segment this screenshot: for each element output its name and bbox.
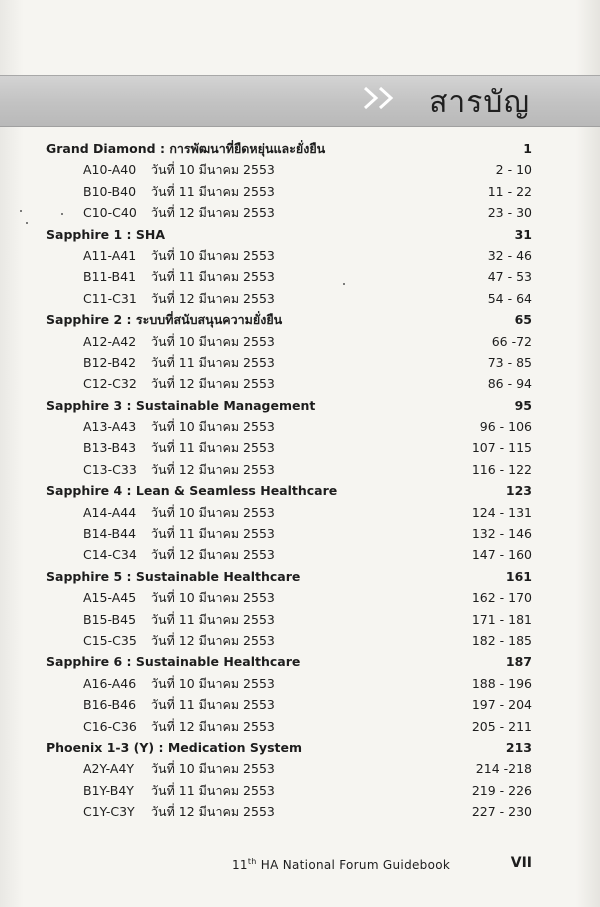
page-range: 73 - 85	[487, 354, 532, 370]
toc-entry-row	[46, 245, 538, 266]
section-title: Sapphire 2 : ระบบที่สนับสนุนความยั่งยืน	[46, 312, 283, 328]
session-code: A10-A40	[83, 162, 137, 178]
session-date: วันที่ 11 มีนาคม 2553	[151, 440, 275, 456]
session-code: A14-A44	[83, 504, 137, 520]
session-date: วันที่ 11 มีนาคม 2553	[151, 526, 275, 542]
session-date: วันที่ 12 มีนาคม 2553	[151, 461, 275, 477]
session-date: วันที่ 12 มีนาคม 2553	[151, 718, 275, 734]
session-code: C14-C34	[83, 547, 137, 563]
toc-entry-row	[46, 630, 538, 651]
section-title: Sapphire 5 : Sustainable Healthcare	[46, 568, 301, 584]
page-title: สารบัญ	[429, 85, 530, 120]
scan-speck	[343, 283, 345, 285]
toc-entry-row	[46, 758, 538, 779]
session-code: A11-A41	[83, 247, 137, 263]
toc-entry-row	[46, 801, 538, 822]
toc-entry-row	[46, 416, 538, 437]
toc-section-row	[46, 138, 538, 159]
session-date: วันที่ 11 มีนาคม 2553	[151, 611, 275, 627]
session-code: B14-B44	[83, 526, 137, 542]
section-page: 1	[523, 141, 532, 156]
session-date: วันที่ 11 มีนาคม 2553	[151, 354, 275, 370]
page-range: 107 - 115	[471, 440, 532, 456]
session-date: วันที่ 12 มีนาคม 2553	[151, 804, 275, 820]
section-title: Sapphire 1 : SHA	[46, 226, 166, 242]
page-range: 205 - 211	[471, 718, 532, 734]
session-code: A2Y-A4Y	[83, 761, 135, 777]
session-code: B15-B45	[83, 611, 137, 627]
page-range: 188 - 196	[471, 675, 532, 691]
section-page: 31	[514, 226, 532, 242]
section-page: 95	[514, 397, 532, 413]
toc-entry-row	[46, 673, 538, 694]
toc-entry-row	[46, 544, 538, 565]
page-range: 116 - 122	[471, 461, 532, 477]
toc-entry-row	[46, 159, 538, 180]
section-title: Phoenix 1-3 (Y) : Medication System	[46, 739, 302, 755]
session-date: วันที่ 12 มีนาคม 2553	[151, 632, 275, 648]
session-code: A15-A45	[83, 590, 137, 606]
toc-section-row	[46, 224, 538, 245]
toc-entry-row	[46, 587, 538, 608]
section-title: Grand Diamond : การพัฒนาที่ยืดหยุ่นและยั่งยืน	[46, 141, 326, 156]
session-date: วันที่ 11 มีนาคม 2553	[151, 183, 275, 199]
toc-entry-row	[46, 181, 538, 202]
session-code: B13-B43	[83, 440, 137, 456]
toc-section-row	[46, 309, 538, 330]
toc-entry-row	[46, 437, 538, 458]
chevron-right-icon	[363, 86, 379, 110]
session-code: C12-C32	[83, 376, 137, 392]
toc-entry-row	[46, 694, 538, 715]
toc-entry-row	[46, 288, 538, 309]
session-code: C11-C31	[83, 290, 137, 306]
page-range: 96 - 106	[479, 419, 532, 435]
toc-entry-row	[46, 373, 538, 394]
page-range: 32 - 46	[487, 247, 532, 263]
toc-entry-row	[46, 202, 538, 223]
session-code: A16-A46	[83, 675, 137, 691]
session-date: วันที่ 10 มีนาคม 2553	[151, 590, 275, 606]
session-date: วันที่ 12 มีนาคม 2553	[151, 547, 275, 563]
page-range: 23 - 30	[487, 205, 532, 221]
page-range: 2 - 10	[495, 162, 532, 178]
book-title: HA National Forum Guidebook	[256, 858, 451, 872]
section-title: Sapphire 6 : Sustainable Healthcare	[46, 654, 301, 670]
scan-speck	[61, 213, 63, 215]
page-range: 86 - 94	[487, 376, 532, 392]
session-code: B16-B46	[83, 697, 137, 713]
toc-entry-row	[46, 502, 538, 523]
page-range: 47 - 53	[487, 269, 532, 285]
page-range: 162 - 170	[471, 590, 532, 606]
session-code: C15-C35	[83, 632, 137, 648]
session-date: วันที่ 11 มีนาคม 2553	[151, 782, 275, 798]
scan-speck	[26, 222, 28, 224]
chevron-right-icon	[378, 86, 394, 110]
session-code: C13-C33	[83, 461, 137, 477]
section-title: Sapphire 3 : Sustainable Management	[46, 397, 316, 413]
session-code: B1Y-B4Y	[83, 782, 134, 798]
section-page: 213	[505, 739, 532, 755]
toc-entry-row	[46, 352, 538, 373]
section-page: 123	[505, 483, 532, 499]
page-number: VII	[510, 855, 532, 871]
scan-speck	[20, 210, 22, 212]
session-date: วันที่ 12 มีนาคม 2553	[151, 205, 275, 221]
page-range: 219 - 226	[471, 782, 532, 798]
session-date: วันที่ 10 มีนาคม 2553	[151, 761, 275, 777]
section-page: 161	[505, 568, 532, 584]
session-code: A12-A42	[83, 333, 137, 349]
edition-number: 11	[232, 858, 248, 872]
session-date: วันที่ 10 มีนาคม 2553	[151, 333, 275, 349]
toc-entry-row	[46, 331, 538, 352]
edition-suffix: th	[247, 857, 257, 866]
page-range: 214 -218	[475, 761, 532, 777]
session-date: วันที่ 12 มีนาคม 2553	[151, 290, 275, 306]
section-page: 187	[505, 654, 532, 670]
page-range: 66 -72	[491, 333, 532, 349]
page-range: 147 - 160	[471, 547, 532, 563]
session-code: C16-C36	[83, 718, 137, 734]
session-code: A13-A43	[83, 419, 137, 435]
session-code: B11-B41	[83, 269, 137, 285]
page-range: 227 - 230	[471, 804, 532, 820]
toc-section-row	[46, 566, 538, 587]
session-date: วันที่ 12 มีนาคม 2553	[151, 376, 275, 392]
session-code: C10-C40	[83, 205, 137, 221]
session-date: วันที่ 10 มีนาคม 2553	[151, 504, 275, 520]
page-range: 182 - 185	[471, 632, 532, 648]
toc-section-row	[46, 737, 538, 758]
session-date: วันที่ 10 มีนาคม 2553	[151, 247, 275, 263]
page-range: 124 - 131	[471, 504, 532, 520]
toc-entry-row	[46, 523, 538, 544]
session-date: วันที่ 11 มีนาคม 2553	[151, 269, 275, 285]
page-range: 171 - 181	[471, 611, 532, 627]
page-range: 197 - 204	[471, 697, 532, 713]
page-range: 132 - 146	[471, 526, 532, 542]
toc-entry-row	[46, 266, 538, 287]
toc-entry-row	[46, 609, 538, 630]
toc-entry-row	[46, 459, 538, 480]
page-range: 54 - 64	[487, 290, 532, 306]
session-date: วันที่ 11 มีนาคม 2553	[151, 697, 275, 713]
table-of-contents	[46, 138, 538, 823]
session-date: วันที่ 10 มีนาคม 2553	[151, 419, 275, 435]
session-date: วันที่ 10 มีนาคม 2553	[151, 675, 275, 691]
session-date: วันที่ 10 มีนาคม 2553	[151, 162, 275, 178]
section-page: 65	[514, 312, 532, 328]
toc-entry-row	[46, 716, 538, 737]
page-range: 11 - 22	[487, 183, 532, 199]
session-code: B12-B42	[83, 354, 137, 370]
toc-section-row	[46, 480, 538, 501]
session-code: C1Y-C3Y	[83, 804, 135, 820]
toc-section-row	[46, 651, 538, 672]
session-code: B10-B40	[83, 183, 137, 199]
running-footer	[232, 857, 450, 872]
toc-entry-row	[46, 780, 538, 801]
section-title: Sapphire 4 : Lean & Seamless Healthcare	[46, 483, 338, 499]
toc-section-row	[46, 395, 538, 416]
